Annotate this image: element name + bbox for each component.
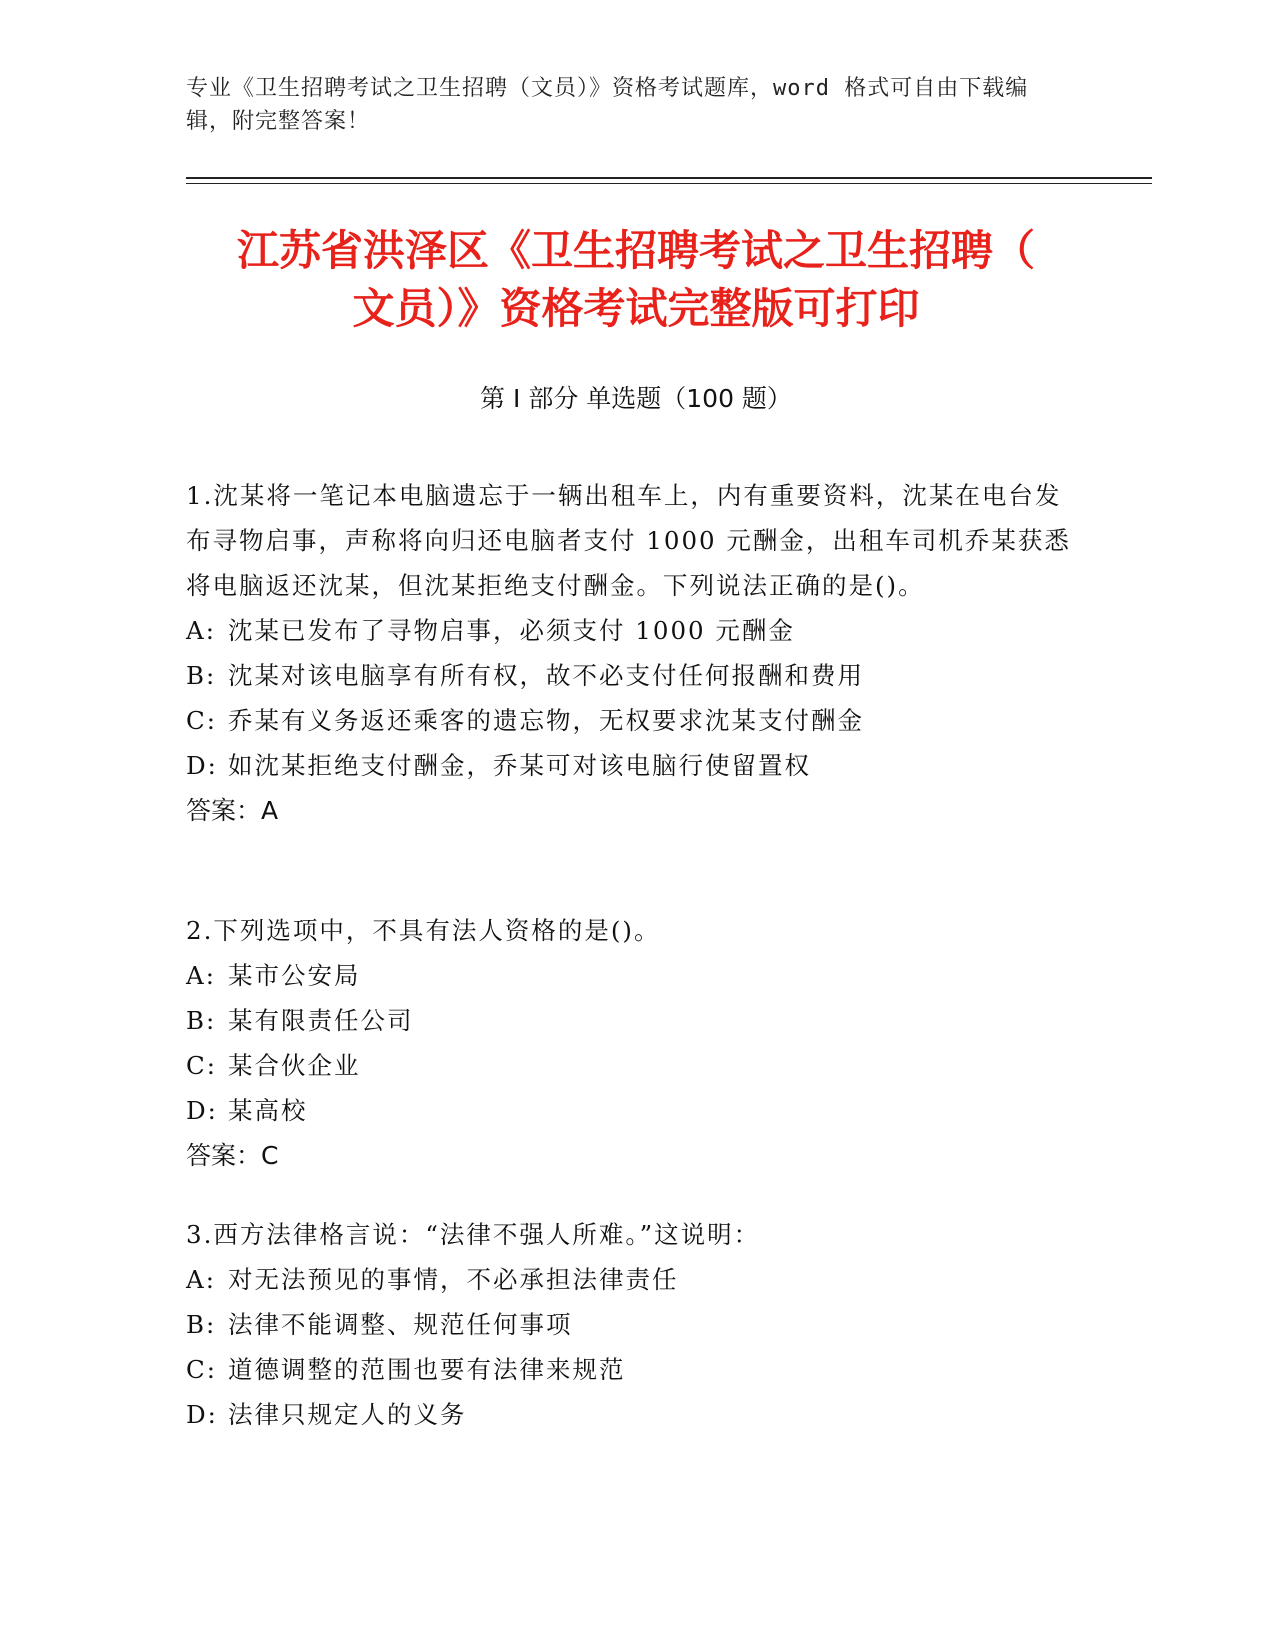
option-text: 某市公安局 [228, 961, 361, 990]
header-note: 专业《卫生招聘考试之卫生招聘（文员）》资格考试题库，word 格式可自由下载编辑，附完整答案！ [186, 76, 1029, 134]
option-letter: C: [186, 1051, 218, 1080]
option-a [186, 608, 1086, 653]
option-c [186, 1043, 1086, 1088]
option-a [186, 953, 1086, 998]
option-letter: D: [186, 1096, 218, 1125]
option-text: 对无法预见的事情，不必承担法律责任 [228, 1265, 679, 1294]
question-1 [186, 473, 1086, 833]
option-letter: A: [186, 616, 216, 645]
option-d [186, 1392, 1086, 1437]
option-b [186, 998, 1086, 1043]
option-d [186, 1088, 1086, 1133]
answer-line: 答案：A [186, 796, 279, 825]
question-text: 3.西方法律格言说：“法律不强人所难。”这说明： [186, 1220, 761, 1249]
question-text: 1.沈某将一笔记本电脑遗忘于一辆出租车上，内有重要资料，沈某在电台发布寻物启事，声称将向归还电脑者支付 1000 元酬金，出租车司机乔某获悉将电脑返还沈某，但沈某拒绝支付酬金。下列说法正确的是()。 [186, 481, 1071, 600]
option-d [186, 743, 1086, 788]
option-letter: A: [186, 961, 216, 990]
option-a [186, 1257, 1086, 1302]
option-b [186, 653, 1086, 698]
question-text: 2.下列选项中，不具有法人资格的是()。 [186, 916, 661, 945]
option-c [186, 1347, 1086, 1392]
option-text: 道德调整的范围也要有法律来规范 [228, 1355, 626, 1384]
option-text: 某合伙企业 [228, 1051, 361, 1080]
option-letter: C: [186, 1355, 218, 1384]
header-divider-thin [186, 183, 1152, 184]
option-text: 如沈某拒绝支付酬金，乔某可对该电脑行使留置权 [228, 751, 811, 780]
question-2 [186, 908, 1086, 1178]
section-heading: 第 I 部分 单选题（100 题） [480, 384, 792, 413]
question-3 [186, 1212, 1086, 1437]
option-letter: B: [186, 1310, 217, 1339]
document-title-line-2: 文员）》资格考试完整版可打印 [352, 284, 920, 333]
option-letter: D: [186, 751, 218, 780]
option-text: 沈某对该电脑享有所有权，故不必支付任何报酬和费用 [228, 661, 864, 690]
document-title [186, 222, 1086, 338]
answer-line: 答案：C [186, 1141, 279, 1170]
option-text: 法律只规定人的义务 [228, 1400, 467, 1429]
option-letter: C: [186, 706, 218, 735]
option-c [186, 698, 1086, 743]
option-text: 乔某有义务返还乘客的遗忘物，无权要求沈某支付酬金 [228, 706, 864, 735]
option-text: 沈某已发布了寻物启事，必须支付 1000 元酬金 [228, 616, 795, 645]
option-b [186, 1302, 1086, 1347]
option-text: 某有限责任公司 [228, 1006, 414, 1035]
option-letter: D: [186, 1400, 218, 1429]
header-divider-thick [186, 177, 1152, 179]
option-letter: B: [186, 661, 217, 690]
option-letter: A: [186, 1265, 216, 1294]
option-text: 法律不能调整、规范任何事项 [228, 1310, 573, 1339]
document-title-line-1: 江苏省洪泽区《卫生招聘考试之卫生招聘（ [236, 226, 1035, 275]
option-text: 某高校 [228, 1096, 308, 1125]
option-letter: B: [186, 1006, 217, 1035]
